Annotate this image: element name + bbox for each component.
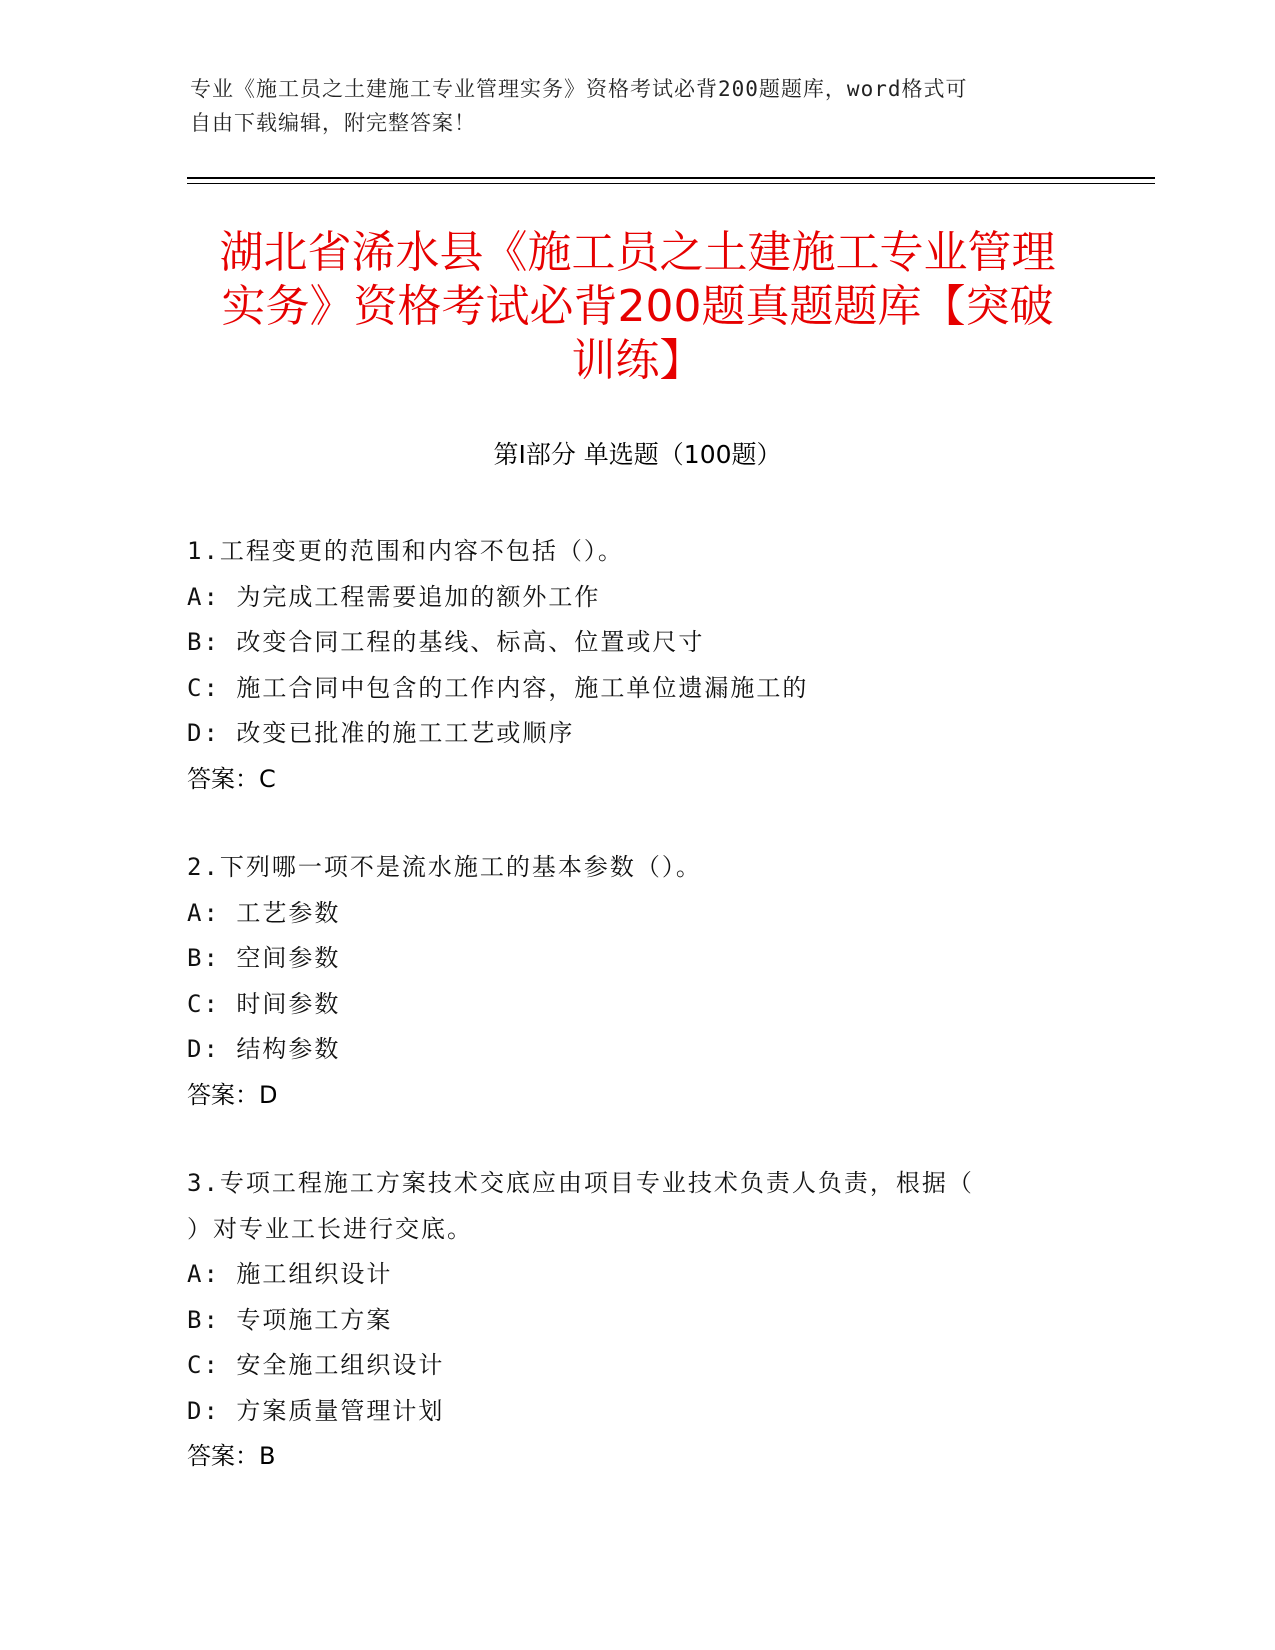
question-1-answer: 答案：C bbox=[187, 764, 276, 793]
question-3-answer: 答案：B bbox=[187, 1442, 276, 1470]
question-2-stem: 2.下列哪一项不是流水施工的基本参数（）。 bbox=[187, 853, 702, 881]
question-3-option-c: C: 安全施工组织设计 bbox=[187, 1351, 445, 1379]
question-3 bbox=[187, 1161, 1067, 1480]
header-divider-thick bbox=[187, 177, 1155, 179]
question-1-option-d: D: 改变已批准的施工工艺或顺序 bbox=[187, 719, 575, 747]
question-3-stem-line-2: ）对专业工长进行交底。 bbox=[187, 1214, 473, 1243]
header-note-line-2: 自由下载编辑，附完整答案！ bbox=[190, 111, 476, 135]
question-3-option-a: A: 施工组织设计 bbox=[187, 1260, 393, 1288]
question-2-answer: 答案：D bbox=[187, 1080, 278, 1109]
question-1-option-a: A: 为完成工程需要追加的额外工作 bbox=[187, 582, 601, 611]
question-2-option-c: C: 时间参数 bbox=[187, 989, 341, 1018]
section-title: 第Ⅰ部分 单选题（100题） bbox=[493, 440, 782, 469]
header-note bbox=[190, 72, 1090, 140]
question-list bbox=[187, 529, 1067, 1523]
question-1-option-b: B: 改变合同工程的基线、标高、位置或尺寸 bbox=[187, 628, 705, 656]
document-title bbox=[150, 226, 1125, 388]
question-3-option-b: B: 专项施工方案 bbox=[187, 1305, 393, 1334]
header-note-line-1: 专业《施工员之土建施工专业管理实务》资格考试必背200题题库，word格式可 bbox=[190, 77, 968, 101]
header-divider-thin bbox=[187, 183, 1155, 184]
question-1-option-c: C: 施工合同中包含的工作内容，施工单位遗漏施工的 bbox=[187, 673, 809, 702]
question-3-option-d: D: 方案质量管理计划 bbox=[187, 1396, 445, 1425]
document-title-line-3: 训练】 bbox=[571, 335, 704, 386]
question-3-stem-line-1: 3.专项工程施工方案技术交底应由项目专业技术负责人负责，根据（ bbox=[187, 1169, 974, 1197]
question-1 bbox=[187, 529, 1067, 802]
question-2-option-b: B: 空间参数 bbox=[187, 944, 341, 972]
question-2-option-d: D: 结构参数 bbox=[187, 1035, 341, 1063]
question-1-stem: 1.工程变更的范围和内容不包括（）。 bbox=[187, 537, 624, 565]
question-2 bbox=[187, 845, 1067, 1118]
document-title-line-2: 实务》资格考试必背200题真题题库【突破 bbox=[221, 281, 1054, 332]
question-2-option-a: A: 工艺参数 bbox=[187, 898, 341, 927]
document-title-line-1: 湖北省浠水县《施工员之土建施工专业管理 bbox=[219, 227, 1056, 278]
